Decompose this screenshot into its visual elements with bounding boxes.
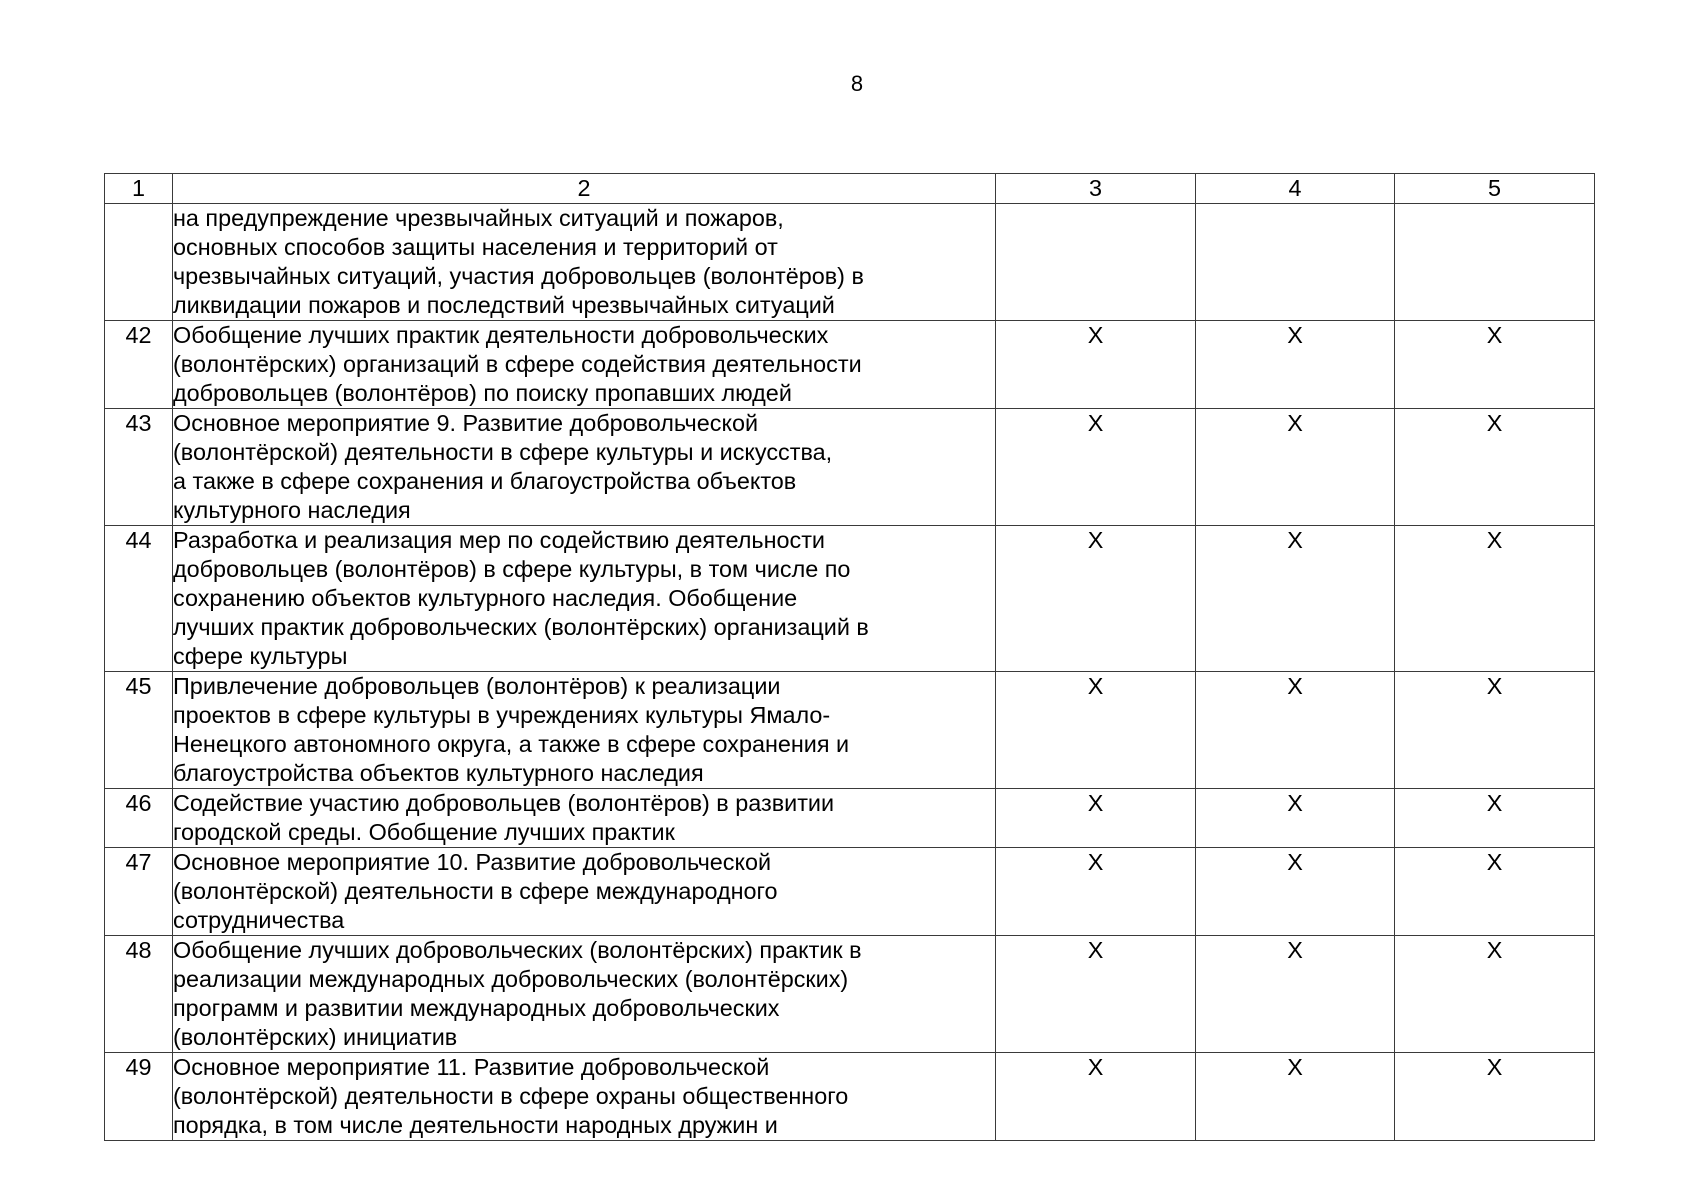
- table-row: [105, 848, 1595, 936]
- cell-c4: Х: [1196, 409, 1395, 526]
- description-line: сфере культуры: [173, 643, 348, 669]
- table-row: [105, 1053, 1595, 1141]
- description-line: ликвидации пожаров и последствий чрезвычайных ситуаций: [173, 292, 835, 318]
- cell-c3: Х: [996, 848, 1196, 936]
- table-row: [105, 936, 1595, 1053]
- description-line: а также в сфере сохранения и благоустройства объектов: [173, 468, 797, 494]
- row-description: [173, 204, 996, 321]
- description-line: сотрудничества: [173, 907, 345, 933]
- cell-c4: [1196, 204, 1395, 321]
- header-col-2: 2: [173, 174, 996, 204]
- header-col-4: 4: [1196, 174, 1395, 204]
- row-number: 42: [105, 321, 173, 409]
- page-number: 8: [850, 71, 864, 96]
- description-line: (волонтёрской) деятельности в сфере международного: [173, 878, 778, 904]
- description-line: на предупреждение чрезвычайных ситуаций и пожаров,: [173, 205, 784, 231]
- cell-c3: [996, 204, 1196, 321]
- description-line: Основное мероприятие 10. Развитие добровольческой: [173, 849, 772, 875]
- row-number: [105, 204, 173, 321]
- cell-c4: Х: [1196, 789, 1395, 848]
- description-line: Обобщение лучших практик деятельности добровольческих: [173, 322, 829, 348]
- cell-c3: Х: [996, 526, 1196, 672]
- description-line: культурного наследия: [173, 497, 411, 523]
- description-line: основных способов защиты населения и территорий от: [173, 234, 778, 260]
- description-line: Ненецкого автономного округа, а также в сфере сохранения и: [173, 731, 850, 757]
- row-description: [173, 321, 996, 409]
- cell-c5: Х: [1395, 409, 1595, 526]
- cell-c3: Х: [996, 936, 1196, 1053]
- cell-c4: Х: [1196, 526, 1395, 672]
- cell-c4: Х: [1196, 321, 1395, 409]
- description-line: Содействие участию добровольцев (волонтёров) в развитии: [173, 790, 835, 816]
- description-line: программ и развитии международных добровольческих: [173, 995, 780, 1021]
- cell-c5: [1395, 204, 1595, 321]
- cell-c4: Х: [1196, 672, 1395, 789]
- table-row: [105, 204, 1595, 321]
- cell-c3: Х: [996, 1053, 1196, 1141]
- header-col-1: 1: [105, 174, 173, 204]
- row-number: 44: [105, 526, 173, 672]
- cell-c3: Х: [996, 672, 1196, 789]
- description-line: Обобщение лучших добровольческих (волонтёрских) практик в: [173, 937, 862, 963]
- description-line: реализации международных добровольческих (волонтёрских): [173, 966, 849, 992]
- row-number: 46: [105, 789, 173, 848]
- table-row: [105, 672, 1595, 789]
- description-line: проектов в сфере культуры в учреждениях культуры Ямало-: [173, 702, 831, 728]
- row-description: [173, 409, 996, 526]
- description-line: добровольцев (волонтёров) по поиску пропавших людей: [173, 380, 792, 406]
- description-line: (волонтёрских) организаций в сфере содействия деятельности: [173, 351, 862, 377]
- row-number: 47: [105, 848, 173, 936]
- row-description: [173, 936, 996, 1053]
- cell-c4: Х: [1196, 848, 1395, 936]
- description-line: благоустройства объектов культурного наследия: [173, 760, 704, 786]
- description-line: (волонтёрских) инициатив: [173, 1024, 458, 1050]
- cell-c3: Х: [996, 409, 1196, 526]
- description-line: чрезвычайных ситуаций, участия добровольцев (волонтёров) в: [173, 263, 864, 289]
- row-description: [173, 789, 996, 848]
- cell-c3: Х: [996, 321, 1196, 409]
- table-row: [105, 321, 1595, 409]
- row-description: [173, 848, 996, 936]
- table-body: [105, 204, 1595, 1141]
- description-line: Основное мероприятие 11. Развитие добровольческой: [173, 1054, 770, 1080]
- table-row: [105, 409, 1595, 526]
- description-line: Разработка и реализация мер по содействию деятельности: [173, 527, 825, 553]
- cell-c5: Х: [1395, 936, 1595, 1053]
- row-number: 43: [105, 409, 173, 526]
- header-col-5: 5: [1395, 174, 1595, 204]
- cell-c4: Х: [1196, 936, 1395, 1053]
- cell-c4: Х: [1196, 1053, 1395, 1141]
- description-line: Привлечение добровольцев (волонтёров) к реализации: [173, 673, 781, 699]
- header-col-3: 3: [996, 174, 1196, 204]
- description-line: Основное мероприятие 9. Развитие добровольческой: [173, 410, 759, 436]
- row-number: 48: [105, 936, 173, 1053]
- table-header-row: [105, 174, 1595, 204]
- row-description: [173, 1053, 996, 1141]
- row-description: [173, 526, 996, 672]
- description-line: (волонтёрской) деятельности в сфере культуры и искусства,: [173, 439, 833, 465]
- table-row: [105, 526, 1595, 672]
- description-line: сохранению объектов культурного наследия. Обобщение: [173, 585, 798, 611]
- row-number: 45: [105, 672, 173, 789]
- cell-c5: Х: [1395, 848, 1595, 936]
- cell-c3: Х: [996, 789, 1196, 848]
- cell-c5: Х: [1395, 526, 1595, 672]
- description-line: лучших практик добровольческих (волонтёрских) организаций в: [173, 614, 869, 640]
- row-number: 49: [105, 1053, 173, 1141]
- cell-c5: Х: [1395, 789, 1595, 848]
- table-row: [105, 789, 1595, 848]
- cell-c5: Х: [1395, 672, 1595, 789]
- description-line: порядка, в том числе деятельности народных дружин и: [173, 1112, 778, 1138]
- description-line: добровольцев (волонтёров) в сфере культуры, в том числе по: [173, 556, 851, 582]
- measures-table: [104, 173, 1595, 1141]
- cell-c5: Х: [1395, 321, 1595, 409]
- description-line: городской среды. Обобщение лучших практик: [173, 819, 675, 845]
- row-description: [173, 672, 996, 789]
- cell-c5: Х: [1395, 1053, 1595, 1141]
- description-line: (волонтёрской) деятельности в сфере охраны общественного: [173, 1083, 849, 1109]
